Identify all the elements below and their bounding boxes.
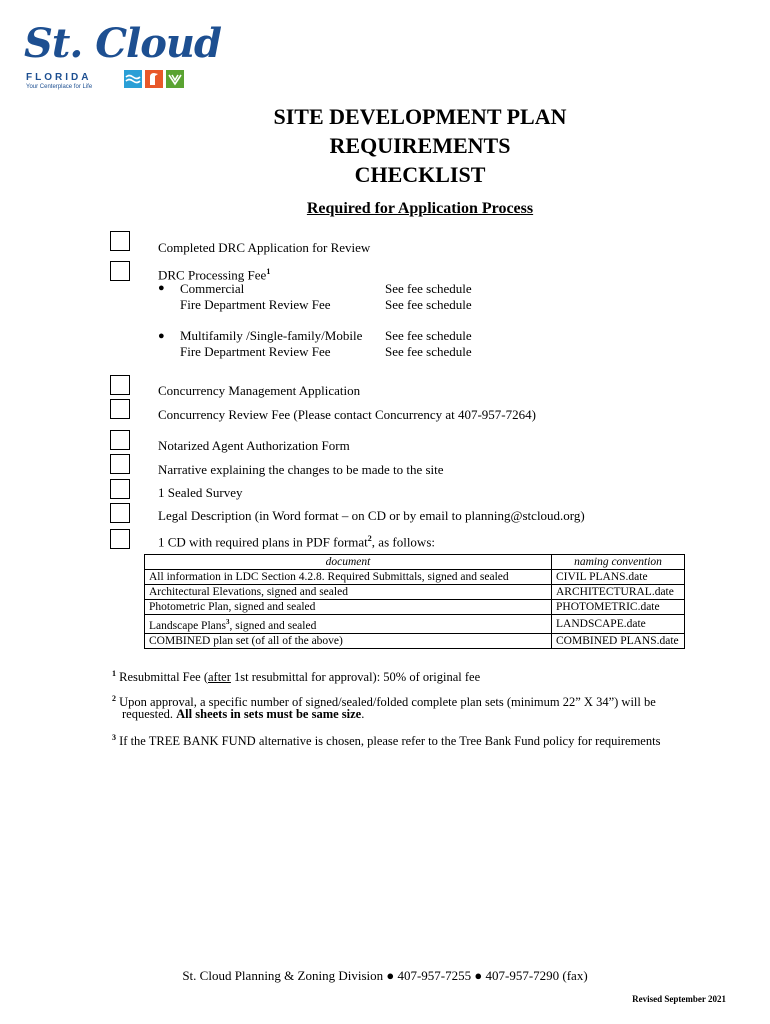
table-header-row: [145, 555, 685, 570]
document-cell: Architectural Elevations, signed and sealed: [145, 585, 552, 600]
item-drc-fee: [158, 264, 270, 282]
item-concurrency-application: Concurrency Management Application: [158, 383, 361, 398]
document-cell: COMBINED plan set (of all of the above): [145, 633, 552, 648]
checkbox-narrative[interactable]: [110, 454, 130, 474]
checkbox-legal-description[interactable]: [110, 503, 130, 523]
logo-florida-text: FLORIDA: [26, 72, 92, 83]
table-row: [145, 600, 685, 615]
table-row: [145, 585, 685, 600]
table-row: [145, 570, 685, 585]
item-commercial: Commercial: [180, 281, 245, 296]
commercial-fee-value: See fee schedule: [385, 281, 472, 296]
item-concurrency-fee: Concurrency Review Fee (Please contact Concurrency at 407-957-7264): [158, 407, 536, 422]
column-header-document: document: [145, 555, 552, 570]
landscape-plans-label: Landscape Plans: [149, 619, 226, 632]
multifamily-fee-value: See fee schedule: [385, 328, 472, 343]
footnote-1-pre: Resubmittal Fee (: [116, 670, 208, 685]
title-line-2: REQUIREMENTS: [329, 133, 511, 158]
checkbox-notarized-form[interactable]: [110, 430, 130, 450]
footer-contact: St. Cloud Planning & Zoning Division ● 407-957-7255 ● 407-957-7290 (fax): [182, 968, 588, 983]
footnote-ref-1: 1: [266, 267, 271, 276]
column-header-naming: naming convention: [552, 555, 685, 570]
plans-table: [144, 554, 685, 649]
footnote-ref-2: 2: [367, 534, 372, 543]
bird-icon: [145, 70, 163, 88]
checkbox-sealed-survey[interactable]: [110, 479, 130, 499]
footnote-3-text: If the TREE BANK FUND alternative is chosen, please refer to the Tree Bank Fund policy for requirements: [116, 734, 661, 749]
footnote-2-continued: [122, 706, 364, 723]
item-cd-plans-label: 1 CD with required plans in PDF format: [158, 534, 368, 550]
leaf-icon: [166, 70, 184, 88]
item-drc-fee-label: DRC Processing Fee: [158, 267, 267, 283]
document-cell: All information in LDC Section 4.2.8. Required Submittals, signed and sealed: [145, 570, 552, 585]
checkbox-drc-application[interactable]: [110, 231, 130, 251]
checkbox-concurrency-fee[interactable]: [110, 399, 130, 419]
checkbox-concurrency-application[interactable]: [110, 375, 130, 395]
revised-date: Revised September 2021: [632, 994, 726, 1004]
st-cloud-logo: [22, 20, 221, 98]
item-legal-description: Legal Description (in Word format – on CD or by email to planning@stcloud.org): [158, 508, 585, 523]
section-heading: Required for Application Process: [306, 200, 534, 217]
document-cell: Photometric Plan, signed and sealed: [145, 600, 552, 615]
footnote-3-marker: 3: [112, 733, 116, 742]
item-sealed-survey: 1 Sealed Survey: [158, 485, 243, 500]
item-cd-plans: [158, 531, 435, 549]
bullet-multifamily: ●: [158, 330, 165, 342]
item-commercial-fire-fee: Fire Department Review Fee: [180, 297, 331, 312]
water-icon: [124, 70, 142, 88]
item-drc-application: Completed DRC Application for Review: [158, 240, 371, 255]
item-narrative: Narrative explaining the changes to be made to the site: [158, 462, 444, 477]
item-cd-plans-suffix: , as follows:: [371, 534, 435, 550]
checkbox-cd-plans[interactable]: [110, 529, 130, 549]
naming-cell: PHOTOMETRIC.date: [552, 600, 685, 615]
item-multifamily-fire-fee: Fire Department Review Fee: [180, 344, 331, 359]
footnote-2-marker: 2: [112, 694, 116, 703]
title-line-3: CHECKLIST: [354, 162, 486, 187]
document-title: [200, 102, 640, 189]
naming-cell: LANDSCAPE.date: [552, 615, 685, 634]
naming-cell: CIVIL PLANS.date: [552, 570, 685, 585]
footnote-2-line2-pre: requested.: [122, 707, 177, 721]
footnote-3: [112, 729, 660, 750]
table-row: [145, 633, 685, 648]
footnote-2-line2-post: .: [361, 707, 365, 721]
footnote-1: [112, 665, 480, 686]
bullet-commercial: ●: [158, 282, 165, 294]
naming-cell: ARCHITECTURAL.date: [552, 585, 685, 600]
item-notarized-form: Notarized Agent Authorization Form: [158, 438, 350, 453]
table-row: [145, 615, 685, 634]
multifamily-fire-fee-value: See fee schedule: [385, 344, 472, 359]
footnote-1-marker: 1: [112, 669, 116, 678]
logo-script-text: St. Cloud: [24, 20, 221, 67]
footnote-1-post: 1st resubmittal for approval): 50% of original fee: [230, 670, 481, 685]
logo-tagline: Your Centerplace for Life: [26, 84, 93, 90]
checkbox-drc-fee[interactable]: [110, 261, 130, 281]
footnote-1-underline: after: [208, 670, 231, 685]
naming-cell: COMBINED PLANS.date: [552, 633, 685, 648]
commercial-fire-fee-value: See fee schedule: [385, 297, 472, 312]
footnote-2-emphasis: All sheets in sets must be same size: [176, 707, 362, 721]
item-multifamily: Multifamily /Single-family/Mobile: [180, 328, 363, 343]
title-line-1: SITE DEVELOPMENT PLAN: [273, 104, 567, 129]
landscape-plans-suffix: , signed and sealed: [229, 619, 317, 632]
footnote-ref-3: 3: [225, 618, 230, 626]
footnote-2-line1: Upon approval, a specific number of signed/sealed/folded complete plan sets (minimum 22” X 34”) will be: [116, 695, 656, 710]
document-cell: [145, 615, 552, 634]
